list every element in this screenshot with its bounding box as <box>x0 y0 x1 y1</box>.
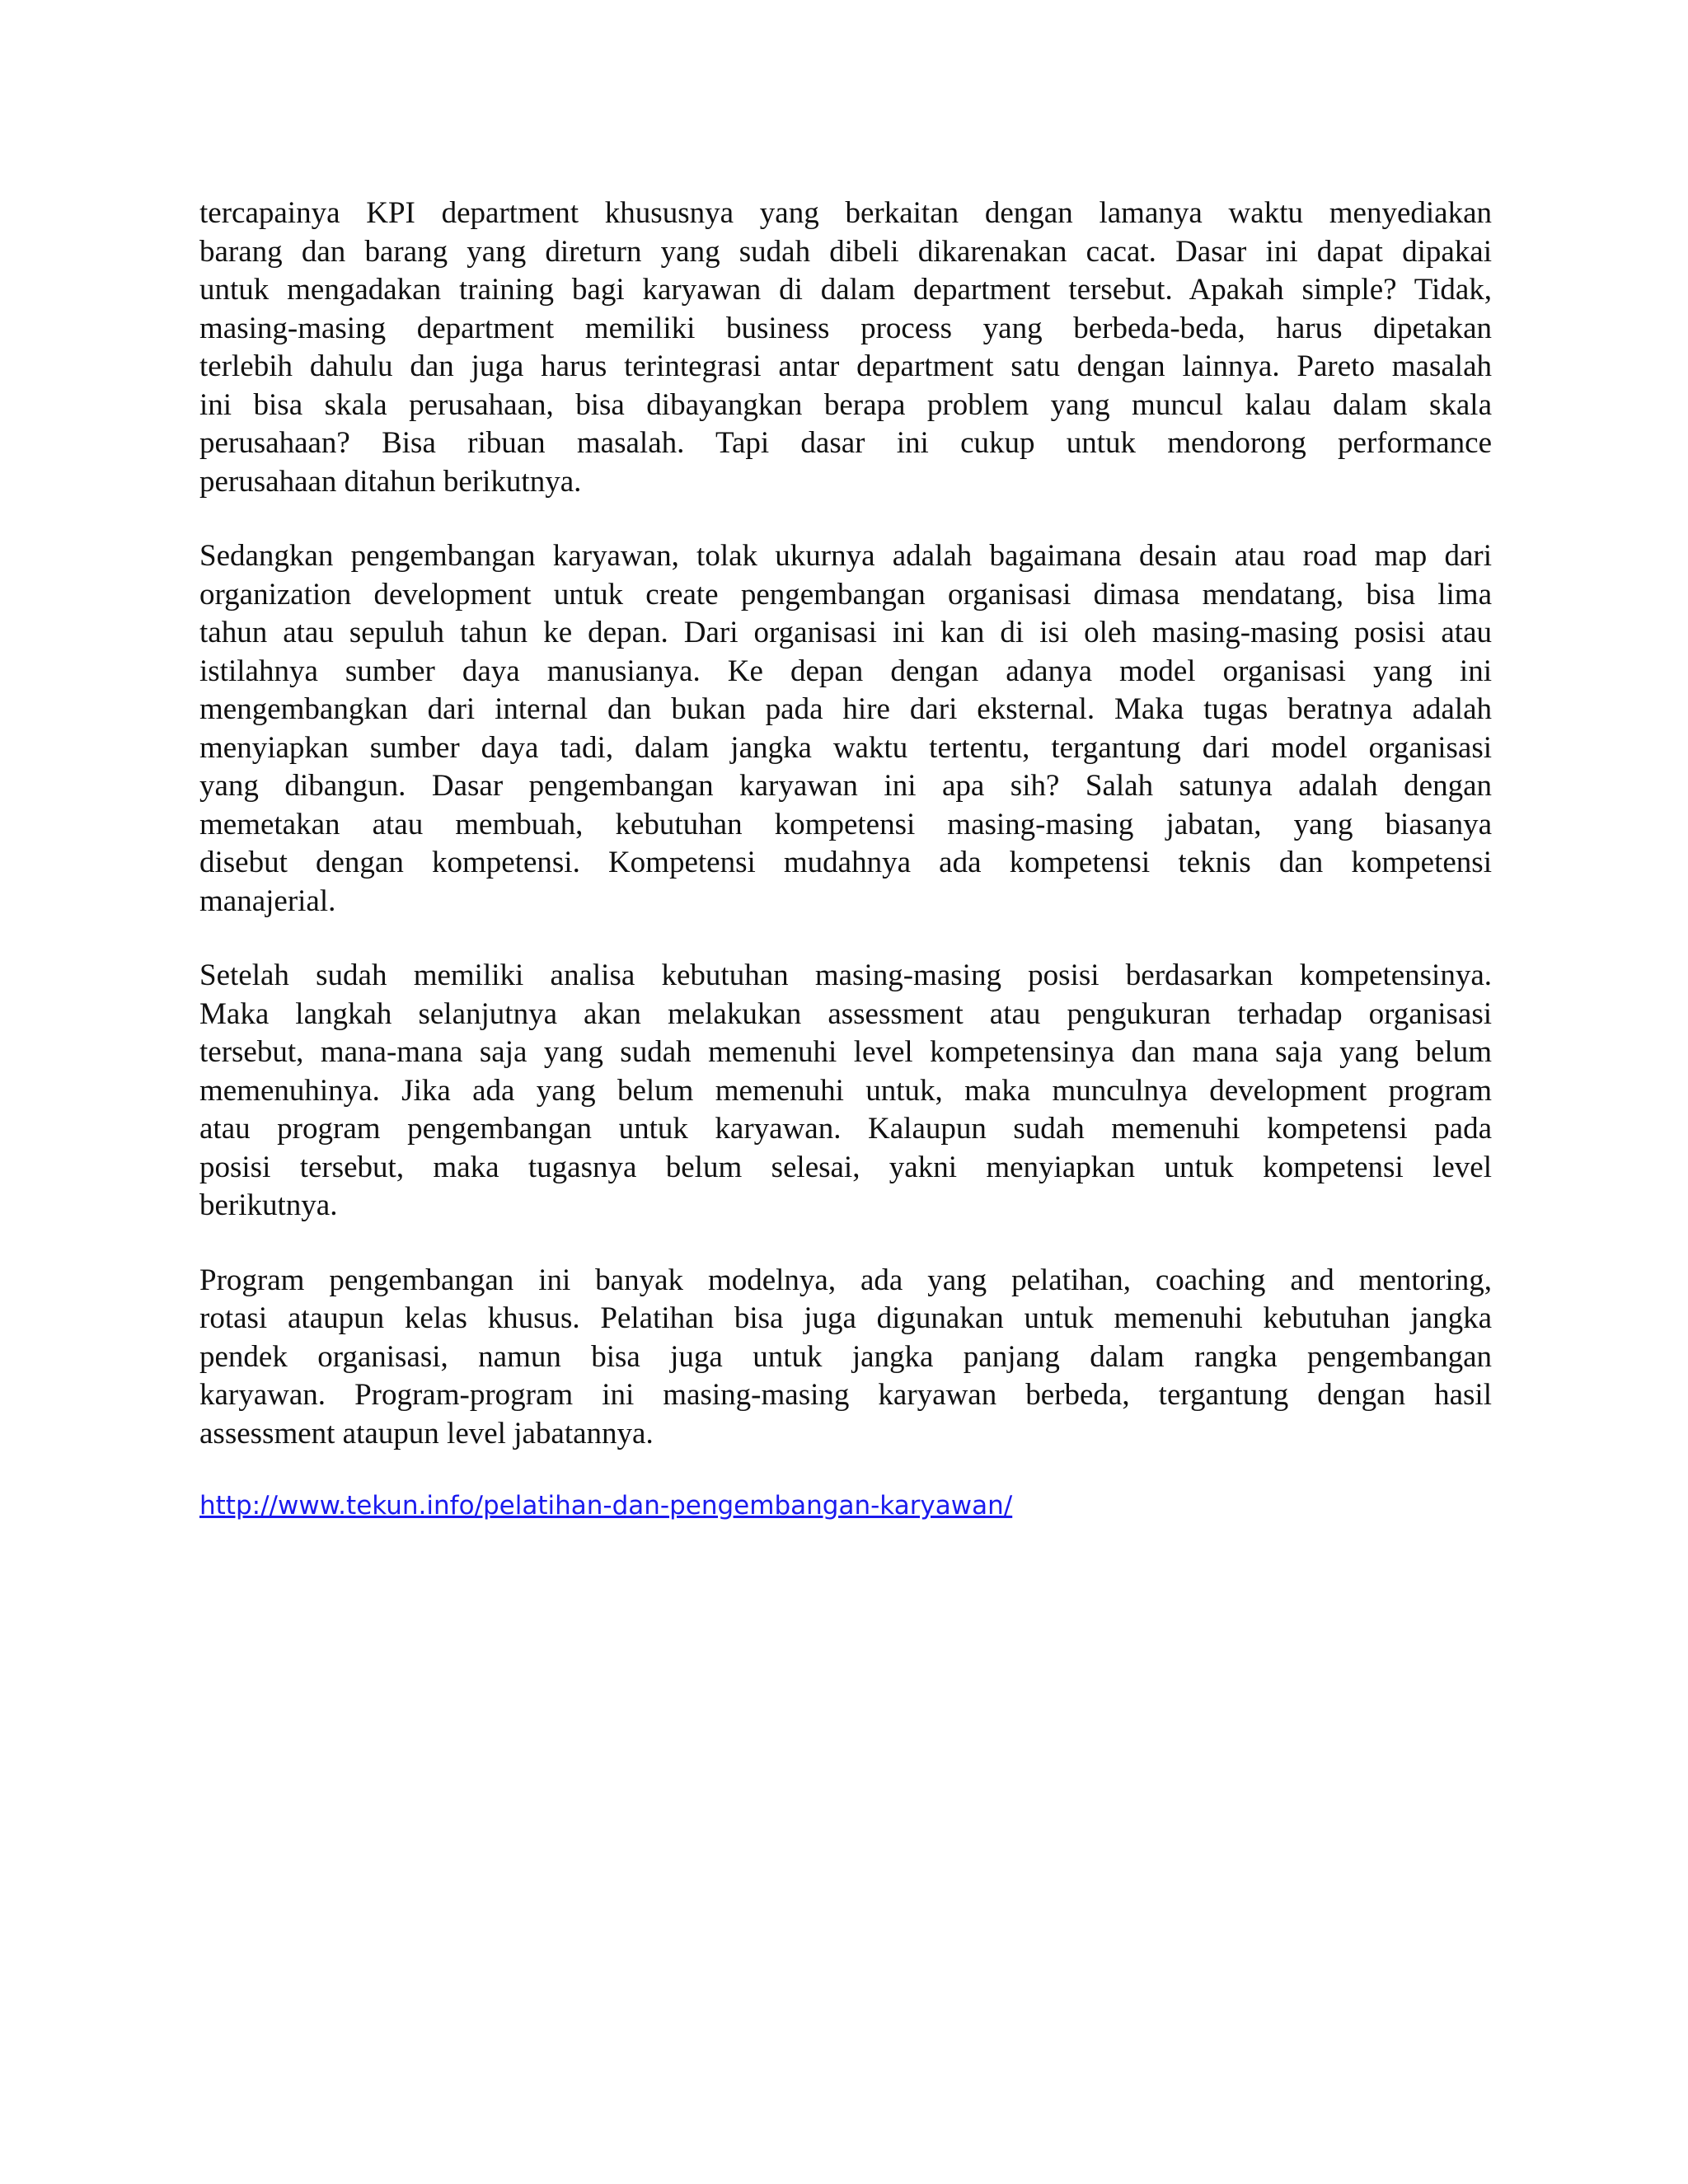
text-line: yang dibangun. Dasar pengembangan karyawan ini apa sih? Salah satunya adalah dengan <box>199 769 1492 803</box>
text-line: Maka langkah selanjutnya akan melakukan assessment atau pengukuran terhadap organisasi <box>199 996 1492 1031</box>
text-line: tersebut, mana-mana saja yang sudah memenuhi level kompetensinya dan mana saja yang belum <box>199 1035 1492 1069</box>
text-line: perusahaan ditahun berikutnya. <box>199 464 582 499</box>
paragraph-4 <box>199 1262 1492 1454</box>
text-line: tahun atau sepuluh tahun ke depan. Dari organisasi ini kan di isi oleh masing-masing posisi atau <box>199 616 1492 649</box>
paragraph-3 <box>199 957 1492 1226</box>
text-line: manajerial. <box>199 883 336 918</box>
text-line: ini bisa skala perusahaan, bisa dibayangkan berapa problem yang muncul kalau dalam skala <box>199 387 1492 422</box>
text-line: tercapainya KPI department khususnya yang berkaitan dengan lamanya waktu menyediakan <box>199 196 1492 230</box>
paragraph-2 <box>199 537 1492 921</box>
text-line: Program pengembangan ini banyak modelnya, ada yang pelatihan, coaching and mentoring, <box>199 1263 1492 1297</box>
text-line: memetakan atau membuah, kebutuhan kompetensi masing-masing jabatan, yang biasanya <box>199 807 1492 841</box>
text-line: Setelah sudah memiliki analisa kebutuhan masing-masing posisi berdasarkan kompetensinya. <box>199 958 1492 992</box>
text-line: perusahaan? Bisa ribuan masalah. Tapi dasar ini cukup untuk mendorong performance <box>199 426 1492 460</box>
text-line: rotasi ataupun kelas khusus. Pelatihan bisa juga digunakan untuk memenuhi kebutuhan jangka <box>199 1301 1492 1335</box>
text-line: mengembangkan dari internal dan bukan pada hire dari eksternal. Maka tugas beratnya adalah <box>199 692 1492 726</box>
text-line: masing-masing department memiliki business process yang berbeda-beda, harus dipetakan <box>199 311 1492 345</box>
text-line: pendek organisasi, namun bisa juga untuk jangka panjang dalam rangka pengembangan <box>199 1339 1492 1374</box>
text-line: disebut dengan kompetensi. Kompetensi mudahnya ada kompetensi teknis dan kompetensi <box>199 846 1492 879</box>
text-line: atau program pengembangan untuk karyawan. Kalaupun sudah memenuhi kompetensi pada <box>199 1112 1492 1146</box>
text-line: menyiapkan sumber daya tadi, dalam jangka waktu tertentu, tergantung dari model organisasi <box>199 730 1492 765</box>
text-line: karyawan. Program-program ini masing-masing karyawan berbeda, tergantung dengan hasil <box>199 1378 1492 1412</box>
text-line: untuk mengadakan training bagi karyawan di dalam department tersebut. Apakah simple? Tidak, <box>199 273 1492 307</box>
text-line: istilahnya sumber daya manusianya. Ke depan dengan adanya model organisasi yang ini <box>199 654 1492 688</box>
text-line: barang dan barang yang direturn yang sudah dibeli dikarenakan cacat. Dasar ini dapat dipakai <box>199 234 1492 269</box>
text-line: organization development untuk create pengembangan organisasi dimasa mendatang, bisa lima <box>199 577 1492 612</box>
text-line: posisi tersebut, maka tugasnya belum selesai, yakni menyiapkan untuk kompetensi level <box>199 1150 1492 1184</box>
text-line: assessment ataupun level jabatannya. <box>199 1416 654 1451</box>
document-body <box>199 194 1492 1522</box>
text-line: Sedangkan pengembangan karyawan, tolak ukurnya adalah bagaimana desain atau road map dari <box>199 539 1492 573</box>
text-line: berikutnya. <box>199 1188 338 1222</box>
paragraph-1 <box>199 194 1492 501</box>
text-line: terlebih dahulu dan juga harus terintegrasi antar department satu dengan lainnya. Pareto masalah <box>199 349 1492 383</box>
source-link[interactable]: http://www.tekun.info/pelatihan-dan-pengembangan-karyawan/ <box>199 1491 1013 1521</box>
text-line: memenuhinya. Jika ada yang belum memenuhi untuk, maka munculnya development program <box>199 1073 1492 1108</box>
